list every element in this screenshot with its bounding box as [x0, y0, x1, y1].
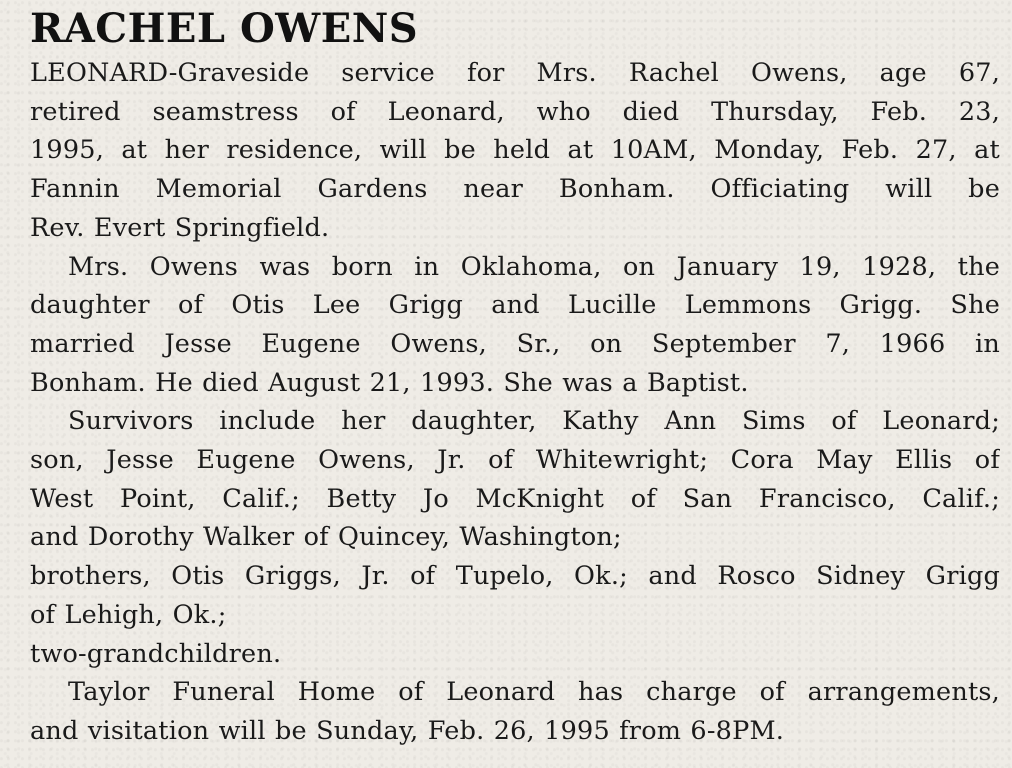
text-line: and visitation will be Sunday, Feb. 26, 1995 from 6-8PM. — [30, 715, 785, 746]
text-line: retired seamstress of Leonard, who died Thursday, Feb. 23, — [30, 96, 1000, 127]
text-line: 1995, at her residence, will be held at 10AM, Monday, Feb. 27, at — [30, 135, 1000, 166]
text-line: and Dorothy Walker of Quincey, Washington; — [30, 522, 622, 553]
text-line: West Point, Calif.; Betty Jo McKnight of San Francisco, Calif.; — [30, 483, 1000, 514]
text-line: Fannin Memorial Gardens near Bonham. Officiating will be — [30, 174, 1000, 205]
text-line: Mrs. Owens was born in Oklahoma, on January 19, 1928, the — [68, 251, 1000, 282]
text-line: Taylor Funeral Home of Leonard has charge of arrangements, — [68, 677, 1000, 708]
obituary-body — [30, 54, 1000, 751]
text-line: Survivors include her daughter, Kathy Ann Sims of Leonard; — [68, 406, 1000, 437]
text-line: LEONARD-Graveside service for Mrs. Rachel Owens, age 67, — [30, 58, 1000, 88]
text-line: daughter of Otis Lee Grigg and Lucille Lemmons Grigg. She — [30, 290, 1000, 321]
text-line: son, Jesse Eugene Owens, Jr. of Whitewright; Cora May Ellis of — [30, 445, 1000, 476]
text-line: two-grandchildren. — [30, 638, 282, 669]
text-line: Rev. Evert Springfield. — [30, 212, 330, 243]
text-line: married Jesse Eugene Owens, Sr., on September 7, 1966 in — [30, 328, 1000, 359]
obituary-headline: RACHEL OWENS — [30, 5, 419, 52]
text-line: Bonham. He died August 21, 1993. She was a Baptist. — [30, 367, 749, 398]
text-line: brothers, Otis Griggs, Jr. of Tupelo, Ok.; and Rosco Sidney Grigg — [30, 561, 1000, 592]
text-line: of Lehigh, Ok.; — [30, 599, 227, 630]
